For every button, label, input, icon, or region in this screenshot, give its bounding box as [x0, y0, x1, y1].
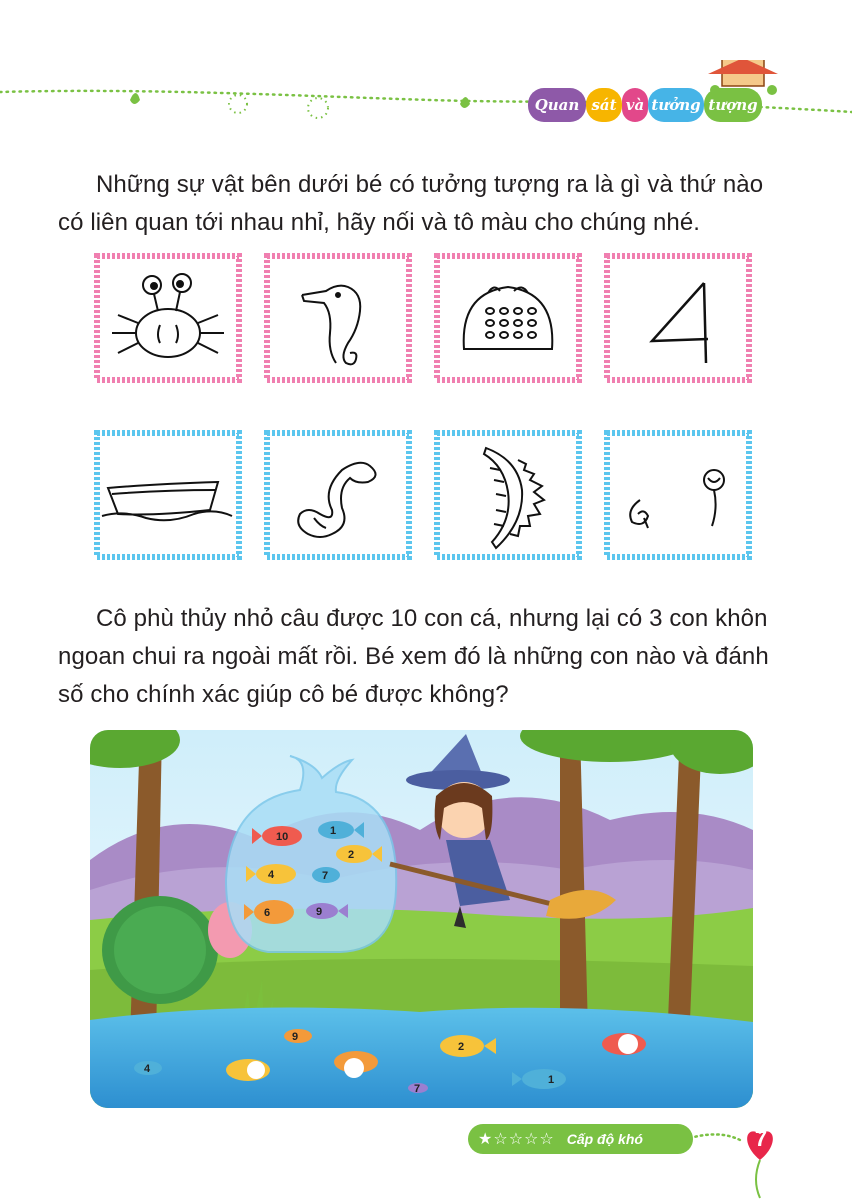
difficulty-rating: [468, 1124, 693, 1154]
card-boat[interactable]: [94, 430, 242, 560]
fish-number-label: 1: [548, 1074, 555, 1086]
card-seahorse[interactable]: [264, 253, 412, 383]
exercise-1-instructions: [58, 166, 798, 242]
star-rating-icon: ★☆☆☆☆: [478, 1131, 555, 1148]
boat-drawing-icon: [102, 482, 232, 520]
instruction-line: ngoan chui ra ngoài mất rồi. Bé xem đó là những con nào và đánh: [58, 643, 769, 670]
crab-drawing-icon: [112, 274, 224, 357]
fish-number-label: 9: [316, 906, 323, 918]
fish-number-label: 4: [144, 1063, 151, 1075]
header-title-word-3: và: [622, 88, 648, 122]
instruction-line: số cho chính xác giúp cô bé được không?: [58, 681, 509, 708]
seahorse-fin-drawing-icon: [484, 448, 544, 548]
header-title-word-2: sát: [586, 88, 622, 122]
card-crab[interactable]: [94, 253, 242, 383]
seahorse-drawing-icon: [302, 286, 360, 365]
card-seahorse-fin[interactable]: [434, 430, 582, 560]
fish-number-label: 2: [348, 849, 355, 861]
instruction-line: Cô phù thủy nhỏ câu được 10 con cá, nhưng lại có 3 con khôn: [96, 605, 768, 632]
fish-number-label: 10: [276, 831, 289, 843]
fish-number-label: 7: [414, 1083, 421, 1095]
header-title-word-4: tưởng: [648, 88, 704, 122]
card-phone-handset[interactable]: [264, 430, 412, 560]
number-four-drawing-icon: [652, 283, 708, 363]
card-number-four[interactable]: [604, 253, 752, 383]
fish-number-label: 2: [458, 1041, 465, 1053]
difficulty-label: Cấp độ khó: [566, 1131, 643, 1147]
instruction-line: Những sự vật bên dưới bé có tưởng tượng ra là gì và thứ nào: [96, 171, 764, 198]
phone-handset-drawing-icon: [298, 463, 375, 537]
page-number: 7: [754, 1126, 768, 1151]
fish-number-label: 6: [264, 907, 271, 919]
house-icon: [708, 60, 778, 86]
fish-number-label: 4: [268, 869, 275, 881]
telephone-dial-drawing-icon: [464, 287, 553, 349]
card-telephone-dial[interactable]: [434, 253, 582, 383]
header-title-word-5: tượng: [704, 88, 762, 122]
header-title-word-1: Quan: [528, 88, 586, 122]
witch-fishing-scene: [90, 730, 753, 1108]
fish-number-label: 1: [330, 825, 337, 837]
fish-number-label: 9: [292, 1031, 299, 1043]
crab-eyes-drawing-icon: [630, 470, 724, 528]
instruction-line: có liên quan tới nhau nhỉ, hãy nối và tô màu cho chúng nhé.: [58, 209, 701, 236]
exercise-2-instructions: [58, 600, 798, 714]
fish-number-label: 7: [322, 870, 329, 882]
card-crab-eyes[interactable]: [604, 430, 752, 560]
